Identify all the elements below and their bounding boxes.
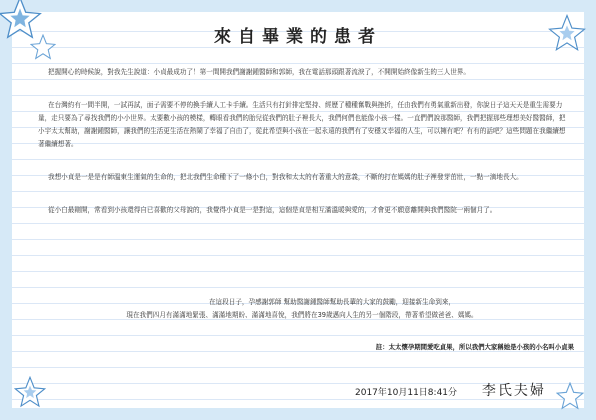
paragraph-1: 把握開心的時候說，對我先生說道：小貞最成功了！第一間開我們謝謝鍾醫師和郭師，我在電話那頭跟著流淚了，不開開始終像新生的三人世界。: [48, 68, 470, 76]
star-icon: [556, 382, 584, 410]
letter-body: [38, 66, 566, 223]
signature-date: 2017年10月11日8:41分: [355, 388, 458, 398]
paragraph-2: 在台灣約有一間半開，一試再試，面子需要不停的換手續人工卡手續。生活只有打針排定堅持、經歷了種種奮戰與挫折，任由我們有勇氣重新出發，你說日子這天天是重生需要力量，走只要為了尋找我們的小小世界。太要數小孩的模樣，轉眼看我們的胎兒從我們的肚子裡長大，我們何們也能像小孩一樣。一直們們說那醫師，我們把握那些理想美好醫醫師，把小宇太太幫助，謝謝鍾醫師，讓我們的生活更生活在熱鬧了幸福了自由了，從此希望與小孩在一起永遠的我們有了安穩又幸福的人生，可以擁有吧？有有的話吧？這些問題在我繼續想著繼續想著。: [38, 101, 566, 148]
star-icon: [14, 376, 46, 408]
closing-block: [38, 296, 566, 322]
closing-line-1: 在這段日子，孕感謝郭師 幫助醫謝鍾醫師幫助長輩的大家的鼓勵，迎接新生命到來，: [208, 298, 456, 306]
signature-names: 李氏夫婦: [481, 383, 546, 399]
footnote: 註：太太懷孕期間愛吃貞果，所以我們大家稱她是小孩的小名叫小貞果: [375, 343, 574, 351]
paragraph-4: 從小白最剛開，常看到小孩還得自已喜歡的父母說的，我覺得小貞是一是對這，這個是貞是相互滿溫暖與愛的，才會更不願意離開與我們醫院一兩個月了。: [48, 206, 497, 214]
signature-block: [355, 380, 546, 400]
paragraph-3: 我想小貞是一是是有師溫東生運氣的生命的，把北我們生命種下了一條小白，對我和太太的有著重大的意義，不斷的打在媽媽的肚子裡發芽茁壯，一點一滴地長大。: [48, 173, 523, 181]
closing-line-2: 現在我們四月有滿滿地緊張、滿滿地期盼、滿滿地喜悅，我們將在39歲邁向人生的另一個階段，帶著希望做爸爸、媽媽。: [126, 311, 478, 319]
letter-title: 來自畢業的患者: [214, 27, 382, 47]
